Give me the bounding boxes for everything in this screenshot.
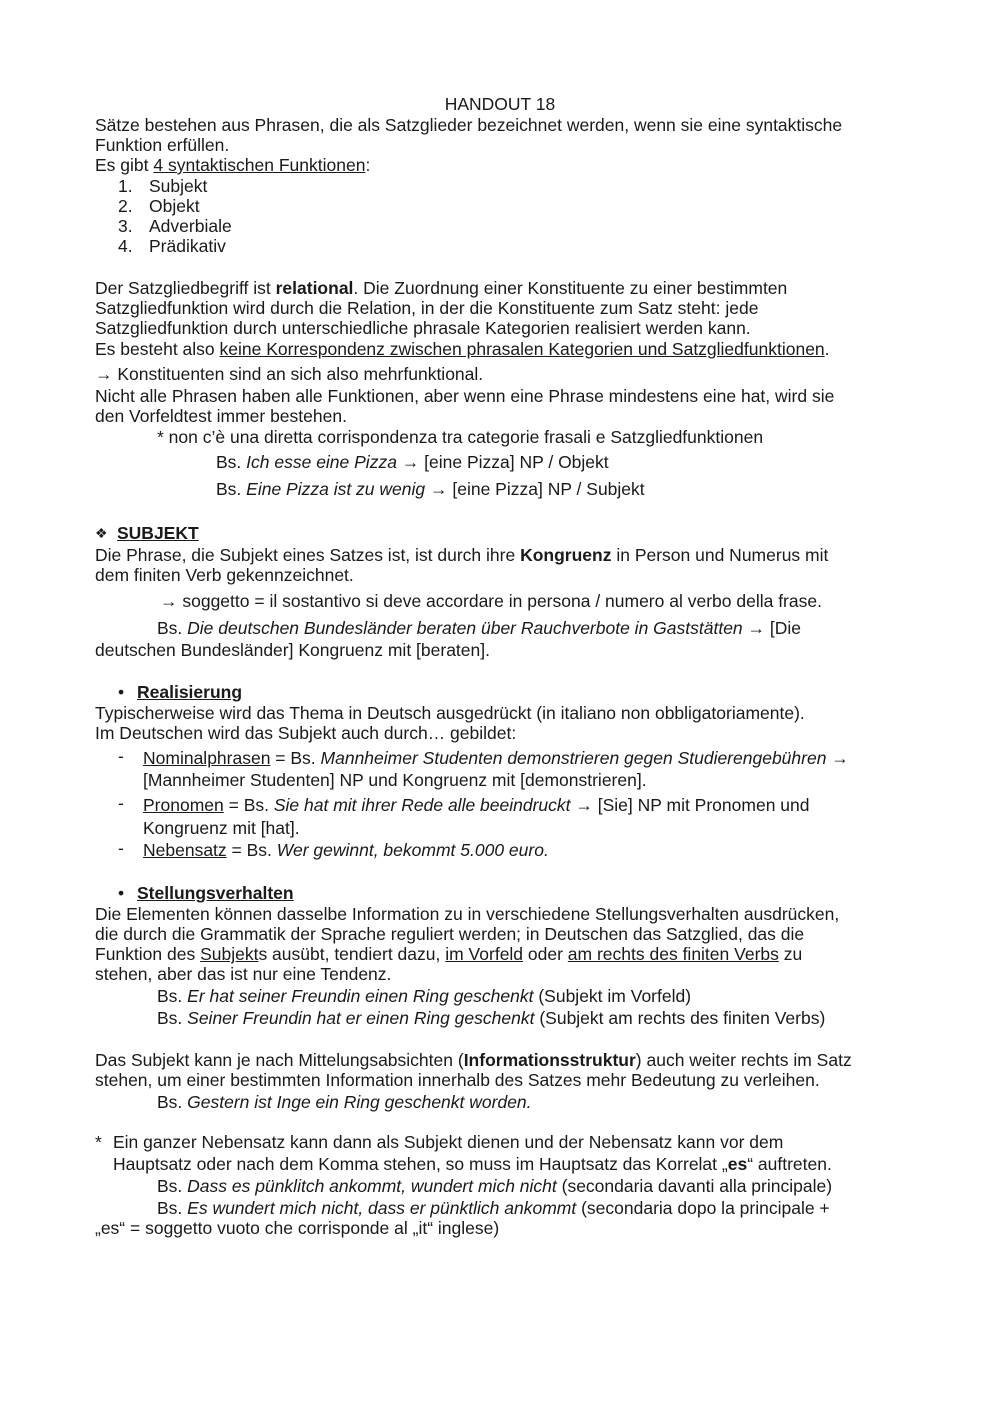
paragraph-line: Hauptsatz oder nach dem Komma stehen, so muss im Hauptsatz das Korrelat „es“ auftreten. (113, 1154, 832, 1174)
paragraph-line: Das Subjekt kann je nach Mittelungsabsichten (Informationsstruktur) auch weiter rechts im Satz (95, 1050, 852, 1070)
paragraph-line: den Vorfeldtest immer bestehen. (95, 406, 347, 426)
diamond-bullet-icon: ❖ (95, 525, 108, 541)
example-line: Bs. Die deutschen Bundesländer beraten über Rauchverbote in Gaststätten → [Die (157, 618, 802, 638)
example-line: Bs. Dass es pünklitch ankommt, wundert mich nicht (secondaria davanti alla principale) (157, 1176, 833, 1196)
list-item: Kongruenz mit [hat]. (143, 818, 300, 838)
example-line: Bs. Seiner Freundin hat er einen Ring geschenkt (Subjekt am rechts des finiten Verbs) (157, 1008, 826, 1028)
list-item: Adverbiale (149, 216, 232, 236)
bold-term: Kongruenz (520, 545, 612, 565)
asterisk-icon: * (95, 1132, 102, 1152)
example-line: Bs. Ich esse eine Pizza → [eine Pizza] NP / Objekt (216, 452, 609, 472)
example-line: Bs. Er hat seiner Freundin einen Ring geschenkt (Subjekt im Vorfeld) (157, 986, 692, 1006)
list-item-number: 2. (118, 196, 133, 216)
paragraph-line: Satzgliedfunktion wird durch die Relation, in der die Konstituente zum Satz steht: jede (95, 298, 759, 318)
note-line: * non c’è una diretta corrispondenza tra categorie frasali e Satzgliedfunktionen (157, 427, 764, 447)
paragraph-line: stehen, um einer bestimmten Information innerhalb des Satzes mehr Bedeutung zu verleihen. (95, 1070, 820, 1090)
list-item: Pronomen = Bs. Sie hat mit ihrer Rede alle beeindruckt → [Sie] NP mit Pronomen und (143, 795, 810, 815)
underlined-text: keine Korrespondenz zwischen phrasalen Kategorien und Satzgliedfunktionen (219, 339, 825, 359)
bold-term: Informationsstruktur (463, 1050, 636, 1070)
intro-line: Es gibt 4 syntaktischen Funktionen: (95, 155, 371, 175)
list-item-number: 4. (118, 236, 133, 256)
list-item-number: 3. (118, 216, 133, 236)
paragraph-line: Die Elementen können dasselbe Information zu in verschiedene Stellungsverhalten ausdrücken, (95, 904, 840, 924)
list-item: Subjekt (149, 176, 208, 196)
page-title: HANDOUT 18 (444, 94, 556, 114)
list-item: Prädikativ (149, 236, 226, 256)
note-line: → soggetto = il sostantivo si deve accordare in persona / numero al verbo della frase. (160, 591, 822, 611)
subsection-heading: Realisierung (137, 682, 243, 702)
bullet-icon: • (118, 682, 125, 702)
paragraph-line: die durch die Grammatik der Sprache reguliert werden; in Deutschen das Satzglied, das die (95, 924, 805, 944)
bold-term: relational (275, 278, 354, 298)
paragraph-line: Satzgliedfunktion durch unterschiedliche phrasale Kategorien realisiert werden kann. (95, 318, 751, 338)
paragraph-line: dem finiten Verb gekennzeichnet. (95, 565, 354, 585)
list-item: Objekt (149, 196, 200, 216)
example-line: Bs. Gestern ist Inge ein Ring geschenkt worden. (157, 1092, 532, 1112)
paragraph-line: Es besteht also keine Korrespondenz zwischen phrasalen Kategorien und Satzgliedfunktionen. (95, 339, 830, 359)
dash-bullet-icon: - (118, 838, 124, 858)
paragraph-line: Typischerweise wird das Thema in Deutsch ausgedrückt (in italiano non obbligatoriamente). (95, 703, 805, 723)
example-line: Bs. Eine Pizza ist zu wenig → [eine Pizza] NP / Subjekt (216, 479, 645, 499)
underlined-text: 4 syntaktischen Funktionen (153, 155, 366, 175)
dash-bullet-icon: - (118, 746, 124, 766)
list-item: [Mannheimer Studenten] NP und Kongruenz mit [demonstrieren]. (143, 770, 647, 790)
paragraph-line: Im Deutschen wird das Subjekt auch durch… gebildet: (95, 723, 517, 743)
list-item: Nebensatz = Bs. Wer gewinnt, bekommt 5.000 euro. (143, 840, 549, 860)
paragraph-line: Ein ganzer Nebensatz kann dann als Subjekt dienen und der Nebensatz kann vor dem (113, 1132, 784, 1152)
bold-term: es (727, 1154, 748, 1174)
list-item: Nominalphrasen = Bs. Mannheimer Studenten demonstrieren gegen Studierengebühren → (143, 748, 849, 768)
subsection-heading: Stellungsverhalten (137, 883, 294, 903)
paragraph-line: Die Phrase, die Subjekt eines Satzes ist, ist durch ihre Kongruenz in Person und Numerus mit (95, 545, 829, 565)
intro-line: Sätze bestehen aus Phrasen, die als Satzglieder bezeichnet werden, wenn sie eine syntaktische (95, 115, 843, 135)
paragraph-line: stehen, aber das ist nur eine Tendenz. (95, 964, 392, 984)
dash-bullet-icon: - (118, 793, 124, 813)
list-item-number: 1. (118, 176, 133, 196)
section-heading: SUBJEKT (117, 523, 199, 543)
example-line: Bs. Es wundert mich nicht, dass er pünktlich ankommt (secondaria dopo la principale + (157, 1198, 830, 1218)
paragraph-line: Der Satzgliedbegriff ist relational. Die Zuordnung einer Konstituente zu einer bestimmten (95, 278, 788, 298)
paragraph-line: Funktion des Subjekts ausübt, tendiert dazu, im Vorfeld oder am rechts des finiten Verbs zu (95, 944, 803, 964)
example-line: deutschen Bundesländer] Kongruenz mit [beraten]. (95, 640, 490, 660)
example-line: „es“ = soggetto vuoto che corrisponde al „it“ inglese) (95, 1218, 500, 1238)
bullet-icon: • (118, 883, 125, 903)
intro-line: Funktion erfüllen. (95, 135, 230, 155)
paragraph-line: Nicht alle Phrasen haben alle Funktionen, aber wenn eine Phrase mindestens eine hat, wird sie (95, 386, 835, 406)
paragraph-line: → Konstituenten sind an sich also mehrfunktional. (95, 364, 484, 384)
